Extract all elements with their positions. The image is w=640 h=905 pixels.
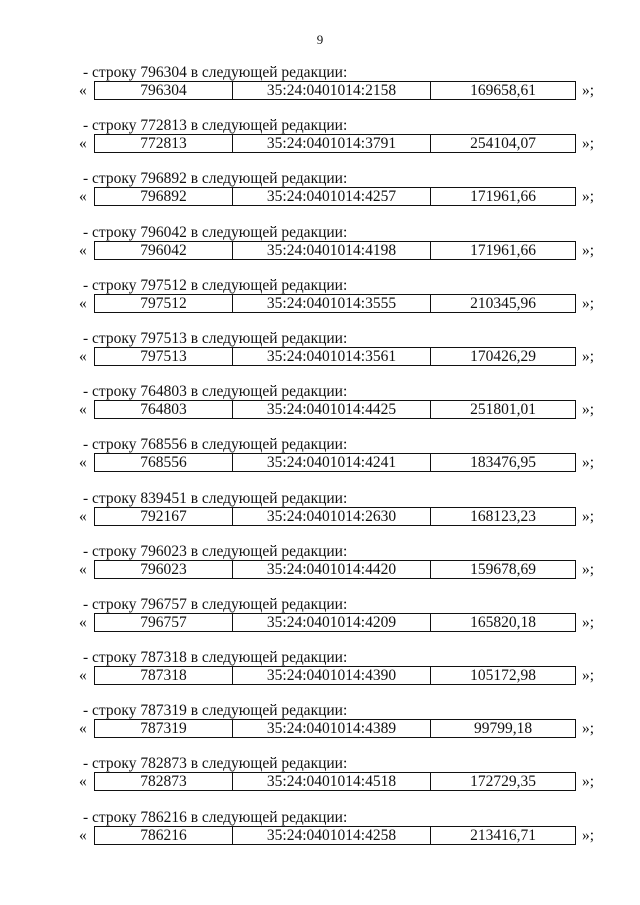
closing-quote: »;	[582, 507, 595, 525]
opening-quote: «	[79, 454, 87, 472]
page-number: 9	[316, 32, 324, 47]
amendment-entry	[0, 543, 640, 596]
amendment-entry	[0, 383, 640, 436]
entry-heading: - строку 787319 в следующей редакции:	[83, 702, 348, 720]
value-cell: 168123,23	[470, 507, 536, 525]
table-row	[94, 772, 576, 791]
opening-quote: «	[79, 507, 87, 525]
opening-quote: «	[79, 135, 87, 153]
closing-quote: »;	[582, 560, 595, 578]
row-number-cell: 796304	[95, 82, 233, 99]
cadastral-number-cell: 35:24:0401014:2630	[233, 508, 431, 525]
cadastral-number-cell: 35:24:0401014:4258	[233, 827, 431, 844]
opening-quote: «	[79, 773, 87, 791]
amendment-entry	[0, 277, 640, 330]
entry-heading: - строку 797512 в следующей редакции:	[83, 276, 348, 294]
cadastral-number-cell: 35:24:0401014:4198	[233, 242, 431, 259]
row-number-cell: 787319	[95, 720, 233, 737]
row-number-cell: 768556	[95, 454, 233, 471]
table-row	[94, 241, 576, 260]
entry-heading: - строку 787318 в следующей редакции:	[83, 649, 348, 667]
closing-quote: »;	[582, 294, 595, 312]
cadastral-number-cell: 35:24:0401014:4257	[233, 188, 431, 205]
cadastral-number-cell: 35:24:0401014:4425	[233, 401, 431, 418]
value-cell: 210345,96	[470, 294, 536, 312]
row-number-cell: 792167	[95, 508, 233, 525]
closing-quote: »;	[582, 82, 595, 99]
amendment-entry	[0, 490, 640, 543]
amendment-entry	[0, 436, 640, 489]
opening-quote: «	[79, 720, 87, 738]
entry-heading: - строку 764803 в следующей редакции:	[83, 383, 348, 401]
cadastral-number-cell: 35:24:0401014:3561	[233, 348, 431, 365]
value-cell: 99799,18	[473, 720, 533, 738]
closing-quote: »;	[582, 613, 595, 631]
row-number-cell: 772813	[95, 135, 233, 152]
closing-quote: »;	[582, 347, 595, 365]
opening-quote: «	[79, 188, 87, 206]
opening-quote: «	[79, 560, 87, 578]
value-cell: 183476,95	[470, 454, 536, 472]
opening-quote: «	[79, 613, 87, 631]
value-cell: 170426,29	[470, 347, 536, 365]
opening-quote: «	[79, 401, 87, 419]
opening-quote: «	[79, 241, 87, 259]
opening-quote: «	[79, 347, 87, 365]
entry-heading: - строку 796023 в следующей редакции:	[83, 542, 348, 560]
row-number-cell: 782873	[95, 773, 233, 790]
entry-heading: - строку 796042 в следующей редакции:	[83, 223, 348, 241]
table-row	[94, 347, 576, 366]
closing-quote: »;	[582, 454, 595, 472]
amendment-entry	[0, 809, 640, 862]
entry-heading: - строку 796892 в следующей редакции:	[83, 170, 348, 188]
amendment-entry	[0, 117, 640, 170]
table-row	[94, 134, 576, 153]
entry-heading: - строку 796304 в следующей редакции:	[83, 64, 348, 81]
entry-heading: - строку 768556 в следующей редакции:	[83, 436, 348, 454]
value-cell: 172729,35	[470, 773, 536, 791]
row-number-cell: 796023	[95, 561, 233, 578]
value-cell: 254104,07	[470, 135, 536, 153]
opening-quote: «	[79, 826, 87, 844]
table-row	[94, 453, 576, 472]
cadastral-number-cell: 35:24:0401014:2158	[233, 82, 431, 99]
value-cell: 159678,69	[470, 560, 536, 578]
closing-quote: »;	[582, 667, 595, 685]
entry-heading: - строку 839451 в следующей редакции:	[83, 489, 348, 507]
row-number-cell: 764803	[95, 401, 233, 418]
entry-heading: - строку 772813 в следующей редакции:	[83, 117, 348, 135]
value-cell: 169658,61	[470, 82, 536, 99]
row-number-cell: 787318	[95, 667, 233, 684]
table-row	[94, 187, 576, 206]
amendment-entry	[0, 224, 640, 277]
amendment-entry	[0, 596, 640, 649]
cadastral-number-cell: 35:24:0401014:4241	[233, 454, 431, 471]
opening-quote: «	[79, 294, 87, 312]
table-row	[94, 826, 576, 845]
closing-quote: »;	[582, 188, 595, 206]
row-number-cell: 796892	[95, 188, 233, 205]
cadastral-number-cell: 35:24:0401014:4390	[233, 667, 431, 684]
cadastral-number-cell: 35:24:0401014:3555	[233, 295, 431, 312]
table-row	[94, 666, 576, 685]
opening-quote: «	[79, 667, 87, 685]
cadastral-number-cell: 35:24:0401014:4389	[233, 720, 431, 737]
amendment-list	[0, 64, 640, 862]
entry-heading: - строку 797513 в следующей редакции:	[83, 329, 348, 347]
table-row	[94, 560, 576, 579]
row-number-cell: 796757	[95, 614, 233, 631]
value-cell: 213416,71	[470, 826, 536, 844]
table-row	[94, 294, 576, 313]
amendment-entry	[0, 702, 640, 755]
closing-quote: »;	[582, 826, 595, 844]
value-cell: 251801,01	[470, 401, 536, 419]
cadastral-number-cell: 35:24:0401014:4209	[233, 614, 431, 631]
row-number-cell: 796042	[95, 242, 233, 259]
closing-quote: »;	[582, 773, 595, 791]
cadastral-number-cell: 35:24:0401014:4420	[233, 561, 431, 578]
opening-quote: «	[79, 82, 87, 99]
closing-quote: »;	[582, 241, 595, 259]
table-row	[94, 81, 576, 100]
cadastral-number-cell: 35:24:0401014:3791	[233, 135, 431, 152]
amendment-entry	[0, 649, 640, 702]
value-cell: 171961,66	[470, 188, 536, 206]
row-number-cell: 797512	[95, 295, 233, 312]
value-cell: 165820,18	[470, 613, 536, 631]
row-number-cell: 797513	[95, 348, 233, 365]
amendment-entry	[0, 330, 640, 383]
table-row	[94, 400, 576, 419]
entry-heading: - строку 796757 в следующей редакции:	[83, 595, 348, 613]
amendment-entry	[0, 170, 640, 223]
closing-quote: »;	[582, 401, 595, 419]
entry-heading: - строку 782873 в следующей редакции:	[83, 755, 348, 773]
value-cell: 171961,66	[470, 241, 536, 259]
table-row	[94, 613, 576, 632]
table-row	[94, 507, 576, 526]
amendment-entry	[0, 755, 640, 808]
row-number-cell: 786216	[95, 827, 233, 844]
cadastral-number-cell: 35:24:0401014:4518	[233, 773, 431, 790]
closing-quote: »;	[582, 720, 595, 738]
table-row	[94, 719, 576, 738]
value-cell: 105172,98	[470, 667, 536, 685]
entry-heading: - строку 786216 в следующей редакции:	[83, 808, 348, 826]
closing-quote: »;	[582, 135, 595, 153]
amendment-entry	[0, 64, 640, 117]
